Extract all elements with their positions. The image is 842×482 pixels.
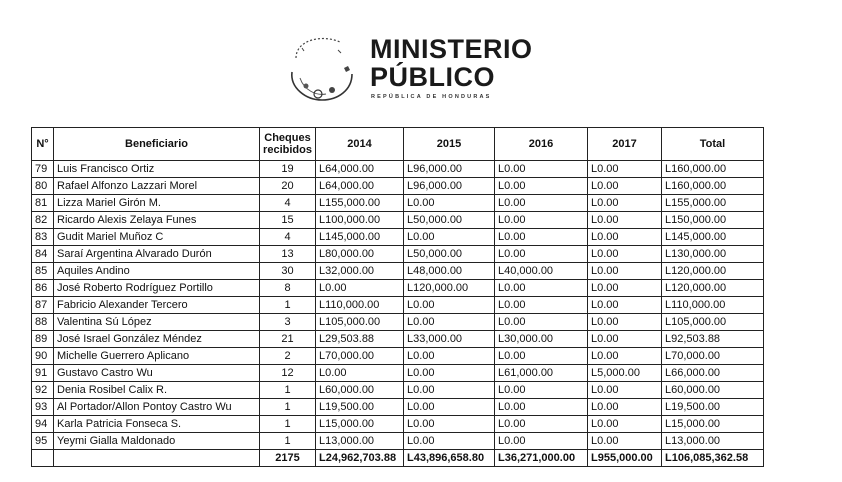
cell-2014: L64,000.00	[316, 161, 404, 178]
cell-number: 84	[32, 246, 54, 263]
cell-number: 88	[32, 314, 54, 331]
cell-2015: L0.00	[404, 348, 495, 365]
cell-2015: L33,000.00	[404, 331, 495, 348]
cell-number: 82	[32, 212, 54, 229]
cell-2017: L0.00	[588, 433, 662, 450]
table-row	[32, 229, 764, 246]
cell-total: L13,000.00	[662, 433, 764, 450]
cell-checks: 1	[260, 382, 316, 399]
cell-total: L66,000.00	[662, 365, 764, 382]
cell-number: 86	[32, 280, 54, 297]
cell-2014: L0.00	[316, 280, 404, 297]
cell-checks: 12	[260, 365, 316, 382]
cell-2015: L96,000.00	[404, 161, 495, 178]
totals-cell-number	[32, 450, 54, 467]
table-row	[32, 246, 764, 263]
cell-checks: 20	[260, 178, 316, 195]
cell-beneficiary: Denia Rosibel Calix R.	[54, 382, 260, 399]
cell-2016: L61,000.00	[495, 365, 588, 382]
totals-cell-2014: L24,962,703.88	[316, 450, 404, 467]
cell-2017: L0.00	[588, 382, 662, 399]
cell-2014: L60,000.00	[316, 382, 404, 399]
table-row	[32, 416, 764, 433]
cell-checks: 1	[260, 433, 316, 450]
cell-number: 85	[32, 263, 54, 280]
cell-number: 92	[32, 382, 54, 399]
table-row	[32, 348, 764, 365]
cell-2017: L0.00	[588, 178, 662, 195]
cell-2017: L0.00	[588, 229, 662, 246]
cell-2017: L0.00	[588, 416, 662, 433]
cell-2016: L0.00	[495, 297, 588, 314]
column-header-2015: 2015	[404, 128, 495, 161]
cell-2015: L48,000.00	[404, 263, 495, 280]
cell-checks: 1	[260, 399, 316, 416]
cell-checks: 8	[260, 280, 316, 297]
totals-cell-checks: 2175	[260, 450, 316, 467]
cell-beneficiary: Rafael Alfonzo Lazzari Morel	[54, 178, 260, 195]
cell-2014: L80,000.00	[316, 246, 404, 263]
cell-checks: 3	[260, 314, 316, 331]
column-header-2017: 2017	[588, 128, 662, 161]
cell-beneficiary: Michelle Guerrero Aplicano	[54, 348, 260, 365]
cell-total: L19,500.00	[662, 399, 764, 416]
table-row	[32, 314, 764, 331]
cell-total: L70,000.00	[662, 348, 764, 365]
table-row	[32, 195, 764, 212]
cell-2015: L0.00	[404, 297, 495, 314]
cell-2017: L0.00	[588, 161, 662, 178]
cell-2014: L100,000.00	[316, 212, 404, 229]
cell-total: L120,000.00	[662, 263, 764, 280]
cell-number: 79	[32, 161, 54, 178]
cell-checks: 4	[260, 229, 316, 246]
cell-total: L60,000.00	[662, 382, 764, 399]
cell-2016: L0.00	[495, 212, 588, 229]
cell-2016: L0.00	[495, 416, 588, 433]
cell-2014: L70,000.00	[316, 348, 404, 365]
cell-2017: L0.00	[588, 399, 662, 416]
ministerio-publico-seal-icon	[282, 28, 362, 106]
cell-number: 80	[32, 178, 54, 195]
cell-2014: L64,000.00	[316, 178, 404, 195]
cell-2015: L50,000.00	[404, 246, 495, 263]
cell-2014: L145,000.00	[316, 229, 404, 246]
cell-2017: L0.00	[588, 195, 662, 212]
cell-2016: L0.00	[495, 399, 588, 416]
cell-beneficiary: Aquiles Andino	[54, 263, 260, 280]
cell-beneficiary: José Roberto Rodríguez Portillo	[54, 280, 260, 297]
organization-subtitle: REPÚBLICA DE HONDURAS	[371, 94, 492, 100]
totals-cell-2015: L43,896,658.80	[404, 450, 495, 467]
cell-number: 87	[32, 297, 54, 314]
cell-total: L15,000.00	[662, 416, 764, 433]
table-row	[32, 382, 764, 399]
table-row	[32, 297, 764, 314]
beneficiaries-table	[31, 127, 764, 467]
cell-number: 90	[32, 348, 54, 365]
cell-2015: L0.00	[404, 195, 495, 212]
cell-number: 83	[32, 229, 54, 246]
cell-total: L160,000.00	[662, 161, 764, 178]
table-row	[32, 263, 764, 280]
header	[282, 28, 542, 108]
cell-2014: L110,000.00	[316, 297, 404, 314]
cell-beneficiary: Saraí Argentina Alvarado Durón	[54, 246, 260, 263]
cell-total: L130,000.00	[662, 246, 764, 263]
cell-total: L92,503.88	[662, 331, 764, 348]
cell-checks: 4	[260, 195, 316, 212]
cell-total: L110,000.00	[662, 297, 764, 314]
cell-2016: L0.00	[495, 348, 588, 365]
cell-2014: L32,000.00	[316, 263, 404, 280]
cell-number: 93	[32, 399, 54, 416]
cell-2014: L15,000.00	[316, 416, 404, 433]
cell-2017: L0.00	[588, 314, 662, 331]
cell-beneficiary: Gustavo Castro Wu	[54, 365, 260, 382]
cell-2016: L0.00	[495, 433, 588, 450]
cell-beneficiary: Ricardo Alexis Zelaya Funes	[54, 212, 260, 229]
cell-2015: L96,000.00	[404, 178, 495, 195]
column-header-2016: 2016	[495, 128, 588, 161]
cell-checks: 21	[260, 331, 316, 348]
cell-total: L150,000.00	[662, 212, 764, 229]
column-header-beneficiary: Beneficiario	[54, 128, 260, 161]
cell-2016: L0.00	[495, 246, 588, 263]
totals-cell-2017: L955,000.00	[588, 450, 662, 467]
cell-beneficiary: José Israel González Méndez	[54, 331, 260, 348]
table-row	[32, 178, 764, 195]
cell-2014: L155,000.00	[316, 195, 404, 212]
organization-title-line1: MINISTERIO	[370, 34, 533, 64]
cell-beneficiary: Gudit Mariel Muñoz C	[54, 229, 260, 246]
cell-2015: L0.00	[404, 433, 495, 450]
cell-beneficiary: Al Portador/Allon Pontoy Castro Wu	[54, 399, 260, 416]
cell-2015: L50,000.00	[404, 212, 495, 229]
table-row	[32, 331, 764, 348]
cell-total: L155,000.00	[662, 195, 764, 212]
column-header-2014: 2014	[316, 128, 404, 161]
cell-2014: L105,000.00	[316, 314, 404, 331]
cell-2016: L0.00	[495, 161, 588, 178]
cell-2016: L40,000.00	[495, 263, 588, 280]
totals-row	[32, 450, 764, 467]
cell-2015: L0.00	[404, 416, 495, 433]
cell-checks: 1	[260, 416, 316, 433]
cell-2017: L5,000.00	[588, 365, 662, 382]
cell-2015: L0.00	[404, 314, 495, 331]
cell-checks: 19	[260, 161, 316, 178]
cell-beneficiary: Luis Francisco Ortiz	[54, 161, 260, 178]
cell-2016: L0.00	[495, 178, 588, 195]
totals-cell-beneficiary	[54, 450, 260, 467]
cell-2017: L0.00	[588, 246, 662, 263]
cell-2015: L0.00	[404, 382, 495, 399]
cell-2016: L0.00	[495, 280, 588, 297]
totals-cell-total: L106,085,362.58	[662, 450, 764, 467]
table-row	[32, 399, 764, 416]
cell-2016: L0.00	[495, 382, 588, 399]
cell-2015: L120,000.00	[404, 280, 495, 297]
table-row	[32, 365, 764, 382]
cell-total: L160,000.00	[662, 178, 764, 195]
table-row	[32, 212, 764, 229]
cell-2015: L0.00	[404, 399, 495, 416]
cell-2014: L29,503.88	[316, 331, 404, 348]
cell-beneficiary: Lizza Mariel Girón M.	[54, 195, 260, 212]
column-header-checks: Cheques recibidos	[260, 128, 316, 161]
cell-2017: L0.00	[588, 348, 662, 365]
cell-checks: 2	[260, 348, 316, 365]
cell-2016: L0.00	[495, 314, 588, 331]
cell-beneficiary: Yeymi Gialla Maldonado	[54, 433, 260, 450]
cell-2014: L0.00	[316, 365, 404, 382]
cell-total: L105,000.00	[662, 314, 764, 331]
cell-checks: 15	[260, 212, 316, 229]
cell-checks: 1	[260, 297, 316, 314]
cell-beneficiary: Fabricio Alexander Tercero	[54, 297, 260, 314]
cell-2014: L13,000.00	[316, 433, 404, 450]
organization-title-line2: PÚBLICO	[370, 62, 495, 92]
cell-2017: L0.00	[588, 263, 662, 280]
cell-total: L120,000.00	[662, 280, 764, 297]
cell-2017: L0.00	[588, 297, 662, 314]
cell-beneficiary: Karla Patricia Fonseca S.	[54, 416, 260, 433]
column-header-number: N°	[32, 128, 54, 161]
cell-number: 95	[32, 433, 54, 450]
column-header-total: Total	[662, 128, 764, 161]
table-header-row	[32, 128, 764, 161]
cell-number: 91	[32, 365, 54, 382]
cell-2016: L0.00	[495, 229, 588, 246]
cell-2017: L0.00	[588, 212, 662, 229]
totals-cell-2016: L36,271,000.00	[495, 450, 588, 467]
cell-2016: L30,000.00	[495, 331, 588, 348]
table-row	[32, 280, 764, 297]
cell-checks: 13	[260, 246, 316, 263]
cell-number: 81	[32, 195, 54, 212]
cell-2016: L0.00	[495, 195, 588, 212]
cell-2015: L0.00	[404, 229, 495, 246]
cell-checks: 30	[260, 263, 316, 280]
cell-2015: L0.00	[404, 365, 495, 382]
table-row	[32, 161, 764, 178]
cell-2017: L0.00	[588, 331, 662, 348]
cell-number: 94	[32, 416, 54, 433]
cell-2014: L19,500.00	[316, 399, 404, 416]
cell-total: L145,000.00	[662, 229, 764, 246]
cell-number: 89	[32, 331, 54, 348]
cell-2017: L0.00	[588, 280, 662, 297]
cell-beneficiary: Valentina Sú López	[54, 314, 260, 331]
table-row	[32, 433, 764, 450]
